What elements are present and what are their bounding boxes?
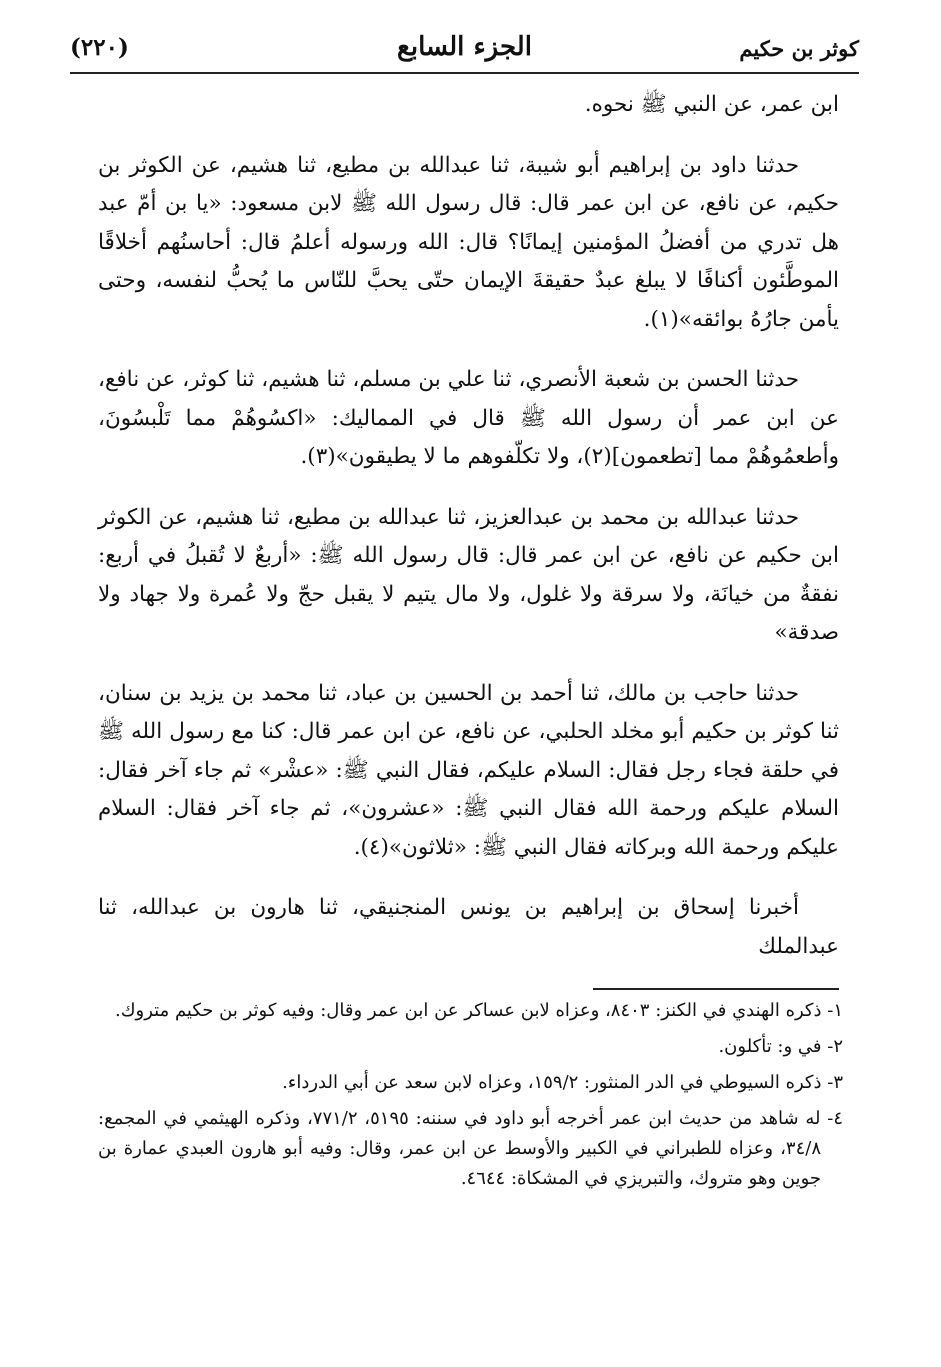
hadith-paragraph: حدثنا عبدالله بن محمد بن عبدالعزيز، ثنا عبدالله بن مطيع، ثنا هشيم، عن الكوثر ابن حكيم عن نافع، عن ابن عمر قال: قال رسول الله ﷺ: «أربعٌ لا تُقبلُ في أربع: نفقةٌ من خيانَة، ولا سرقة ولا غلول، ولا مال يتيم لا يقبل حجّ ولا عُمرة ولا جهاد ولا صدقة»: [98, 504, 839, 645]
hadith-paragraph: أخبرنا إسحاق بن إبراهيم بن يونس المنجنيقي، ثنا هارون بن عبدالله، ثنا عبدالملك: [98, 895, 839, 959]
footnote: ٤- له شاهد من حديث ابن عمر أخرجه أبو داود في سننه: ٥١٩٥، ٧٧١/٢، وذكره الهيثمي في المجمع: ٣٤/٨، وعزاه للطبراني في الكبير والأوسط عن ابن عمر، وقال: وفيه أبو هارون العبدي عمارة بن جوين وهو متروك، والتبريزي في المشكاة: ٤٦٤٤.: [98, 1108, 844, 1189]
main-text: [98, 86, 839, 988]
footnote: ٢- في و: تأكلون.: [718, 1036, 843, 1057]
running-header-part-title: الجزء السابع: [397, 32, 532, 62]
page-number: (٢٢٠): [70, 34, 129, 61]
hadith-paragraph: حدثنا حاجب بن مالك، ثنا أحمد بن الحسين بن عباد، ثنا محمد بن يزيد بن سنان، ثنا كوثر بن حكيم أبو مخلد الحلبي، عن نافع، عن ابن عمر قال: كنا مع رسول الله ﷺ في حلقة فجاء رجل فقال: السلام عليكم، فقال النبي ﷺ: «عشْر» ثم جاء آخر فقال: السلام عليكم ورحمة الله فقال النبي ﷺ: «عشرون»، ثم جاء آخر فقال: السلام عليكم ورحمة الله وبركاته فقال النبي ﷺ: «ثلاثون»(٤).: [98, 680, 839, 860]
header-rule: [70, 72, 859, 74]
page-header: [70, 26, 859, 70]
hadith-paragraph: حدثنا داود بن إبراهيم أبو شيبة، ثنا عبدالله بن مطيع، ثنا هشيم، عن الكوثر بن حكيم، عن نافع، عن ابن عمر قال: قال رسول الله ﷺ لابن مسعود: «يا بن أمّ عبد هل تدري من أفضلُ المؤمنين إيمانًا؟ قال: الله ورسوله أعلمُ قال: أحاسنُهم أخلاقًا الموطَّئون أكنافًا لا يبلغ عبدٌ حقيقةَ الإيمان حتّى يحبَّ للنّاس ما يُحبُّ لنفسه، وحتى يأمن جارُهُ بوائقه»(١).: [98, 152, 839, 332]
footnote: ٣- ذكره السيوطي في الدر المنثور: ١٥٩/٢، وعزاه لابن سعد عن أبي الدرداء.: [282, 1072, 843, 1093]
running-header-name: كوثر بن حكيم: [739, 36, 859, 61]
footnote-separator: [593, 988, 839, 990]
footnote: ١- ذكره الهندي في الكنز: ٨٤٠٣، وعزاه لابن عساكر عن ابن عمر وقال: وفيه كوثر بن حكيم متروك.: [114, 1000, 843, 1021]
hadith-paragraph: حدثنا الحسن بن شعبة الأنصري، ثنا علي بن مسلم، ثنا هشيم، ثنا كوثر، عن نافع، عن ابن عمر أن رسول الله ﷺ قال في المماليك: «اكسُوهُمْ مما تَلْبسُونَ، وأطعمُوهُمْ مما [تطعمون](٢)، ولا تكلّفوهم ما لا يطيقون»(٣).: [98, 367, 839, 469]
paragraph-continuation: ابن عمر، عن النبي ﷺ نحوه.: [584, 92, 839, 117]
footnotes: [98, 996, 843, 1200]
